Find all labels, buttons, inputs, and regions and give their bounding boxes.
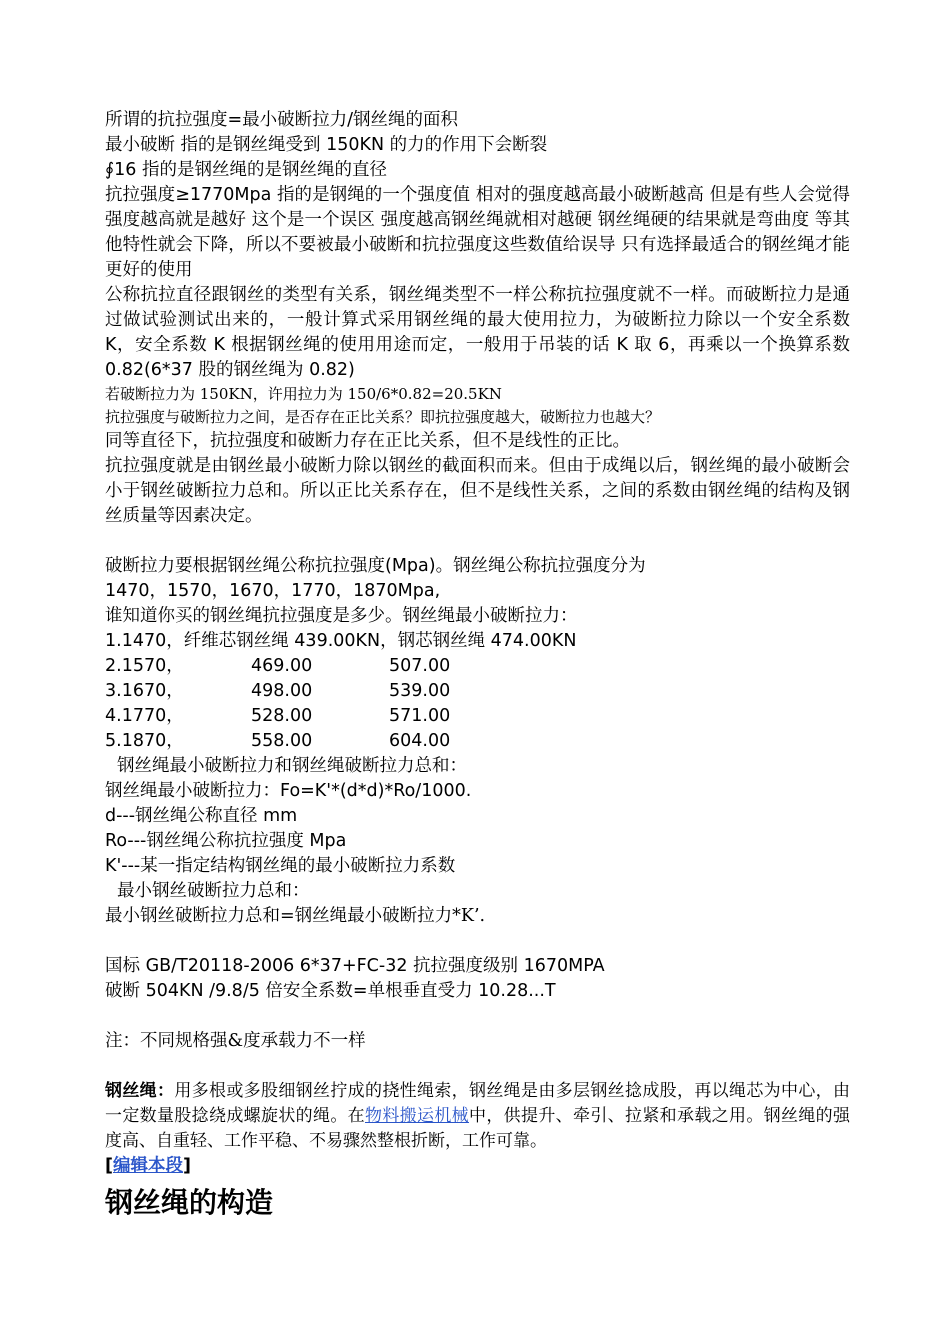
formula-line: 钢丝绳最小破断拉力：Fo=K'*(d*d)*Ro/1000.	[105, 781, 472, 801]
definition-text: 中，供提升、牵引、拉紧和承载之用。钢丝绳的强度高、自重轻、工作平稳、不易骤然整根折断，工作可靠。	[105, 1106, 850, 1151]
table-row	[105, 704, 850, 729]
text-line: ∮16 指的是钢丝绳的是钢丝绳的直径	[105, 160, 387, 180]
text-line: 所谓的抗拉强度=最小破断拉力/钢丝绳的面积	[105, 110, 459, 130]
bracket-open: [	[105, 1156, 113, 1176]
standard-line: 国标 GB/T20118-2006 6*37+FC-32 抗拉强度级别 1670MPA	[105, 956, 605, 976]
formula-line: K'---某一指定结构钢丝绳的最小破断拉力系数	[105, 856, 456, 876]
steel-core-cell: 539.00	[389, 681, 451, 701]
answer-line: 同等直径下，抗拉强度和破断力存在正比关系，但不是线性的正比。	[105, 431, 630, 451]
material-handling-link[interactable]: 物料搬运机械	[365, 1106, 469, 1126]
question-line: 抗拉强度与破断拉力之间，是否存在正比关系？即抗拉强度越大，破断拉力也越大？	[105, 408, 661, 426]
strength-paragraph: 抗拉强度≥1770Mpa 指的是钢绳的一个强度值 相对的强度越高最小破断越高 但是有些人会觉得强度越高就是越好 这个是一个误区 强度越高钢丝绳就相对越硬 钢丝绳硬的结果就是弯曲度 等其他特性就会下降，所以不要被最小破断和抗拉强度这些数值给误导 只有选择最适合的钢丝绳才能更好的使用	[105, 185, 850, 280]
definition-paragraph	[105, 1079, 850, 1154]
edit-section	[105, 1154, 850, 1179]
nominal-paragraph: 公称抗拉直径跟钢丝的类型有关系，钢丝绳类型不一样公称抗拉强度就不一样。而破断拉力是通过做试验测试出来的，一般计算式采用钢丝绳的最大使用拉力，为破断拉力除以一个安全系数 K，安全系数 K 根据钢丝绳的使用用途而定，一般用于吊装的话 K 取 6，再乘以一个换算系数 0.82(6*37 股的钢丝绳为 0.82)	[105, 285, 850, 380]
grades-line: 破断拉力要根据钢丝绳公称抗拉强度(Mpa)。钢丝绳公称抗拉强度分为	[105, 556, 646, 576]
formula-line: 最小钢丝破断拉力总和=钢丝绳最小破断拉力*K’.	[105, 906, 486, 926]
table-first-row: 1.1470，纤维芯钢丝绳 439.00KN，钢芯钢丝绳 474.00KN	[105, 631, 577, 651]
standard-line: 破断 504KN /9.8/5 倍安全系数=单根垂直受力 10.28...T	[105, 981, 556, 1001]
steel-core-cell: 507.00	[389, 656, 451, 676]
steel-core-cell: 571.00	[389, 706, 451, 726]
table-row	[105, 729, 850, 754]
edit-section-link[interactable]: 编辑本段	[113, 1156, 183, 1176]
formula-line: Ro---钢丝绳公称抗拉强度 Mpa	[105, 831, 347, 851]
formula-heading: 钢丝绳最小破断拉力和钢丝绳破断拉力总和：	[117, 756, 467, 776]
table-row	[105, 654, 850, 679]
grades-line: 谁知道你买的钢丝绳抗拉强度是多少。钢丝绳最小破断拉力：	[105, 606, 578, 626]
grades-line: 1470，1570，1670，1770，1870Mpa,	[105, 581, 441, 601]
grade-cell: 5.1870，	[105, 731, 184, 751]
grade-cell: 4.1770，	[105, 706, 184, 726]
note-line: 注：不同规格强&度承载力不一样	[105, 1031, 366, 1051]
explain-paragraph: 抗拉强度就是由钢丝最小破断力除以钢丝的截面积而来。但由于成绳以后，钢丝绳的最小破断会小于钢丝破断拉力总和。所以正比关系存在，但不是线性关系，之间的系数由钢丝绳的结构及钢丝质量等因素决定。	[105, 456, 850, 526]
formula-heading: 最小钢丝破断拉力总和：	[117, 881, 310, 901]
document-body	[105, 108, 850, 1223]
grade-cell: 3.1670，	[105, 681, 184, 701]
fiber-core-cell: 469.00	[251, 656, 313, 676]
fiber-core-cell: 558.00	[251, 731, 313, 751]
grade-cell: 2.1570，	[105, 656, 184, 676]
example-line: 若破断拉力为 150KN，许用拉力为 150/6*0.82=20.5KN	[105, 385, 502, 403]
fiber-core-cell: 528.00	[251, 706, 313, 726]
steel-core-cell: 604.00	[389, 731, 451, 751]
fiber-core-cell: 498.00	[251, 681, 313, 701]
section-heading: 钢丝绳的构造	[105, 1186, 274, 1219]
definition-text: 用多根或多股细钢丝拧成的挠性绳索，钢丝绳是由多层钢丝捻成股，再以绳芯为中心，由一定数量股捻绕成螺旋状的绳。在	[105, 1081, 851, 1126]
formula-line: d---钢丝绳公称直径 mm	[105, 806, 298, 826]
definition-term: 钢丝绳：	[105, 1081, 175, 1101]
text-line: 最小破断 指的是钢丝绳受到 150KN 的力的作用下会断裂	[105, 135, 548, 155]
bracket-close: ]	[183, 1156, 191, 1176]
table-row	[105, 679, 850, 704]
